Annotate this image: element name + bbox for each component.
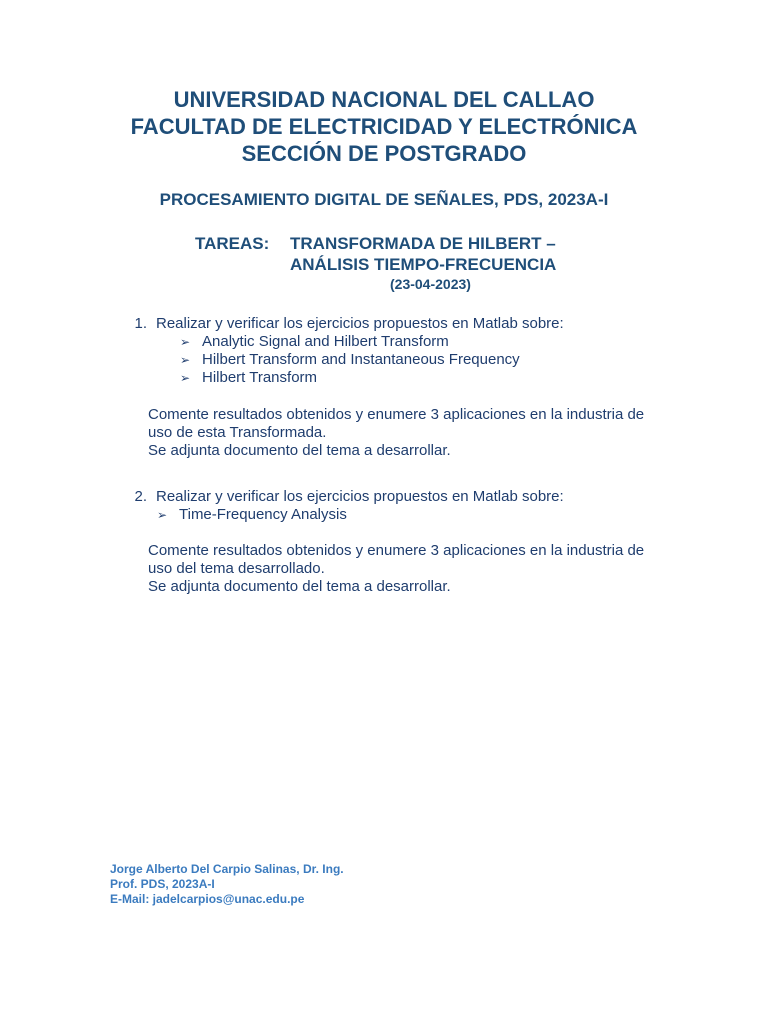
section-name: SECCIÓN DE POSTGRADO	[241, 141, 527, 166]
university-name: UNIVERSIDAD NACIONAL DEL CALLAO	[173, 87, 595, 112]
tareas-label: TAREAS:	[195, 234, 270, 253]
task1-attachment: Se adjunta documento del tema a desarrollar.	[148, 442, 451, 459]
task2-bullet-1: Time-Frequency Analysis	[179, 506, 347, 523]
task2-comment-line1: Comente resultados obtenidos y enumere 3 aplicaciones en la industria de	[148, 542, 645, 559]
arrowhead-bullet-icon: ➢	[180, 335, 191, 349]
task1-bullet-2: Hilbert Transform and Instantaneous Frequency	[202, 351, 520, 368]
footer-role: Prof. PDS, 2023A-I	[110, 877, 215, 891]
task2-intro: Realizar y verificar los ejercicios propuestos en Matlab sobre:	[156, 488, 564, 505]
tareas-date: (23-04-2023)	[390, 276, 471, 292]
task1-comment-line2: uso de esta Transformada.	[148, 424, 327, 441]
task1-bullet-3: Hilbert Transform	[202, 369, 318, 386]
tareas-title-line2: ANÁLISIS TIEMPO-FRECUENCIA	[290, 255, 557, 274]
task2-comment-line2: uso del tema desarrollado.	[148, 560, 325, 577]
course-title: PROCESAMIENTO DIGITAL DE SEÑALES, PDS, 2023A-I	[159, 190, 609, 209]
task1-number: 1.	[134, 315, 147, 332]
arrowhead-bullet-icon: ➢	[180, 371, 191, 385]
footer-author: Jorge Alberto Del Carpio Salinas, Dr. Ing.	[110, 862, 344, 876]
task2-number: 2.	[134, 488, 147, 505]
faculty-name: FACULTAD DE ELECTRICIDAD Y ELECTRÓNICA	[130, 114, 638, 139]
task2-attachment: Se adjunta documento del tema a desarrollar.	[148, 578, 451, 595]
footer-email: E-Mail: jadelcarpios@unac.edu.pe	[110, 892, 305, 906]
tareas-title-line1: TRANSFORMADA DE HILBERT –	[290, 234, 556, 253]
task1-comment-line1: Comente resultados obtenidos y enumere 3 aplicaciones en la industria de	[148, 406, 645, 423]
task1-bullet-1: Analytic Signal and Hilbert Transform	[202, 333, 449, 350]
arrowhead-bullet-icon: ➢	[157, 508, 168, 522]
task1-intro: Realizar y verificar los ejercicios propuestos en Matlab sobre:	[156, 315, 564, 332]
arrowhead-bullet-icon: ➢	[180, 353, 191, 367]
